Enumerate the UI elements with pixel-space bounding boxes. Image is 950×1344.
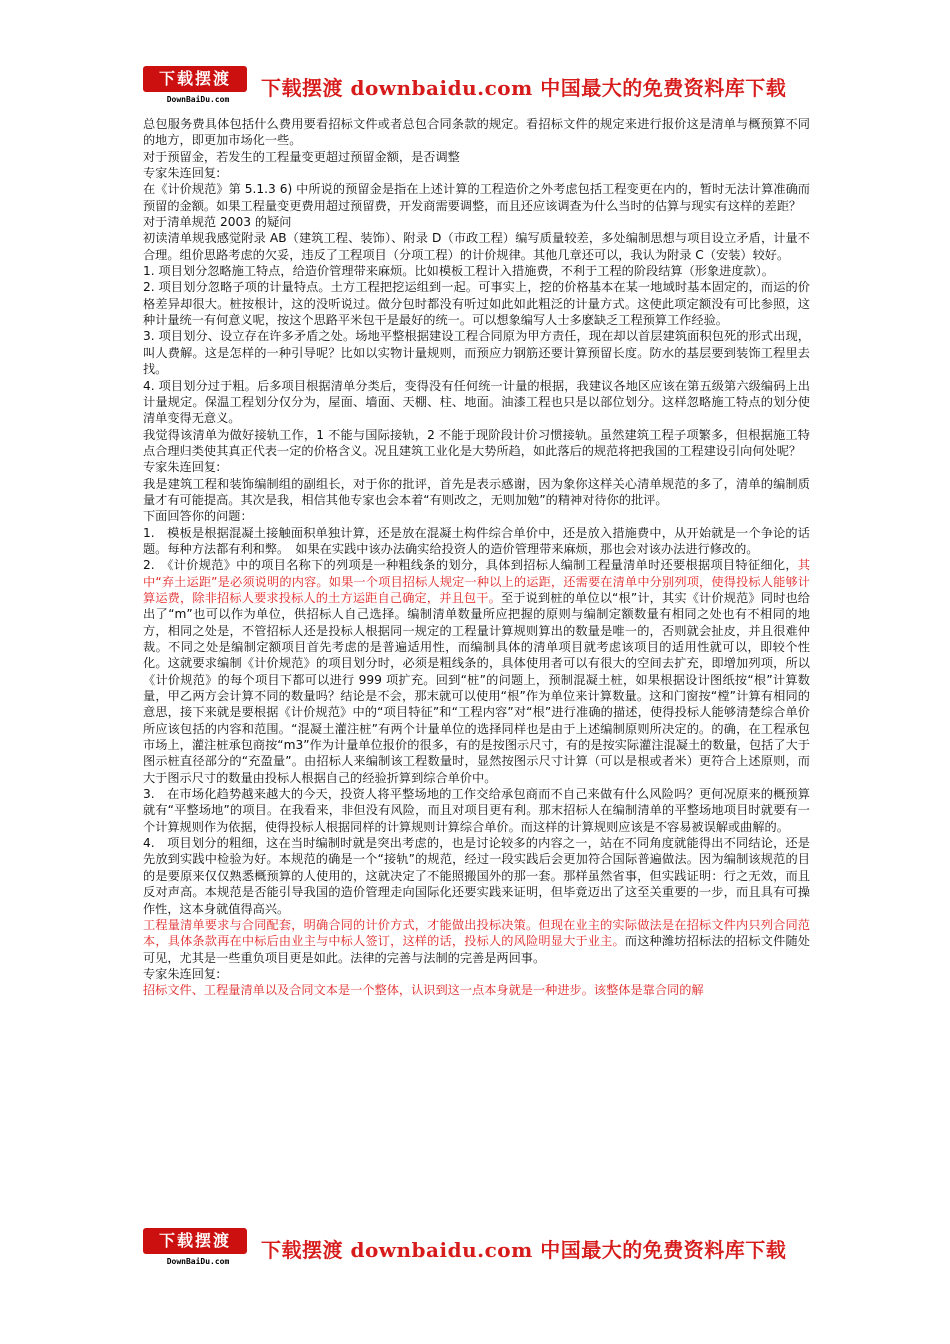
document-body (143, 116, 810, 999)
text-segment: 而这种潍坊招标法的招标文件随处可见，尤其是一些重负项目更是如此。法律的完善与法制的完善是两回事。 (143, 934, 811, 965)
text-segment: 2. 项目划分忽略子项的计量特点。土方工程把挖运组到一起。可事实上，挖的价格基本在某一地域时基本固定的，而运的价格差异却很大。桩按根计，这的没听说过。做分包时都没有听过如此如此粗泛的计量方式。这使此项定额没有可比参照，这种计量统一有何意义呢，按这个思路平米包干是最好的统一。可以想象编写人士多麽缺乏工程预算工作经验。 (143, 280, 810, 328)
paragraph (143, 214, 810, 230)
header-tagline[interactable]: 下载摆渡 downbaidu.com 中国最大的免费资料库下载 (261, 75, 787, 100)
paragraph (143, 557, 810, 786)
paragraph (143, 263, 810, 279)
paragraph (143, 459, 810, 475)
paragraph (143, 427, 810, 460)
site-logo[interactable] (143, 66, 247, 106)
highlighted-text: 其中“弃土运距”是必须说明的内容。如果一个项目招标人规定一种以上的运距，还需要在清单中分别列项，使得投标人能够计算运费，除非招标人要求投标人的土方运距自己确定，并且包干。 (143, 558, 810, 605)
text-segment: 1. 模板是根据混凝土接触面积单独计算，还是放在混凝土构件综合单价中，还是放入措施费中，从开始就是一个争论的话题。每种方法都有利和弊。 如果在实践中该办法确实给投资人的造价管理带来麻烦，那也会对该办法进行修改的。 (143, 525, 810, 556)
paragraph (143, 966, 810, 982)
paragraph (143, 835, 810, 917)
text-segment: 4. 项目划分过于粗。后多项目根据清单分类后，变得没有任何统一计量的根据，我建议各地区应该在第五级第六级编码上出计量规定。保温工程划分仅分为，屋面、墙面、天棚、柱、地面。油漆工程也只是以部位划分。这样忽略施工特点的划分使清单变得无意义。 (143, 378, 810, 426)
paragraph (143, 786, 810, 835)
text-segment: 在《计价规范》第 5.1.3 6) 中所说的预留金是指在上述计算的工程造价之外考虑包括工程变更在内的，暂时无法计算准确而预留的金额。如果工程量变更费用超过预留费，开发商需要调整，而且还应该调查为什么当时的估算与现实有这样的差距？ (143, 182, 810, 213)
text-segment: 1. 项目划分忽略施工特点，给造价管理带来麻烦。比如模板工程计入措施费，不利于工程的阶段结算（形象进度款）。 (143, 264, 774, 279)
site-logo-footer[interactable] (143, 1228, 247, 1268)
logo-badge: 下载摆渡 (143, 66, 247, 92)
paragraph (143, 279, 810, 328)
text-segment: 下面回答你的问题： (143, 509, 253, 524)
paragraph (143, 982, 810, 998)
text-segment: 我是建筑工程和装饰编制组的副组长，对于你的批评，首先是表示感谢，因为象你这样关心清单规范的多了，清单的编制质量才有可能提高。其次是我，相信其他专家也会本着“有则改之，无则加勉”的精神对待你的批评。 (143, 476, 810, 507)
footer-tagline[interactable]: 下载摆渡 downbaidu.com 中国最大的免费资料库下载 (261, 1237, 787, 1262)
text-segment: 专家朱连回复: (143, 460, 221, 475)
paragraph (143, 230, 810, 263)
logo-badge: 下载摆渡 (143, 1228, 247, 1254)
highlighted-text: 工程量清单要求与合同配套，明确合同的计价方式，才能做出投标决策。但现在业主的实际做法是在招标文件内只列合同范本，具体条款再在中标后由业主与中标人签订，这样的话，投标人的风险明显大于业主。 (143, 917, 810, 949)
text-segment: 总包服务费具体包括什么费用要看招标文件或者总包合同条款的规定。看招标文件的规定来进行报价这是清单与概预算不同的地方，即更加市场化一些。 (143, 117, 810, 148)
text-segment: 至于说到桩的单位以“根”计，其实《计价规范》同时也给出了“m”也可以作为单位，供招标人自己选择。编制清单数量所应把握的原则与编制定额数量有相同之处也有不相同的地方，相同之处是，不管招标人还是投标人根据同一规定的工程量计算规则算出的数量是唯一的，否则就会扯皮，并且很难仲裁。不同之处是编制定额项目首先考虑的是普遍适用性，而编制具体的清单项目就考虑该项目的适用性就可以，即较个性化。这就要求编制《计价规范》的项目划分时，必须是粗线条的，具体使用者可以有很大的空间去扩充，即增加列项，所以《计价规范》的每个项目下都可以进行 999 项扩充。回到“桩”的问题上，预制混凝土桩，如果根据设计图纸按“根”计算数量，甲乙两方会计算不同的数量吗？结论是不会，那末就可以使用“根”作为单位来计算数量。这和门窗按“樘”计算有相同的意思，接下来就是要根据《计价规范》中的“项目特征”和“工程内容”对“根”进行准确的描述，使得投标人能够清楚综合单价所应该包括的内容和范围。“混凝土灌注桩”有两个计量单位的选择同样也是由于上述编制原则所决定的。的确，在工程承包市场上，灌注桩承包商按“m3”作为计量单位报价的很多，有的是按图示尺寸，有的是按实际灌注混凝土的数量，包括了大于图示桩直径部分的“充盈量”。由招标人来编制该工程数量时，显然按图示尺寸计算（可以是根或者米）更符合上述原则，而大于图示尺寸的数量由投标人根据自己的经验折算到综合单价中。 (143, 590, 810, 785)
text-segment: 4. 项目划分的粗细，这在当时编制时就是突出考虑的，也是讨论较多的内容之一，站在不同角度就能得出不同结论，还是先放到实践中检验为好。本规范的确是一个“接轨”的规范，经过一段实践后会更加符合国际普遍做法。因为编制该规范的目的是要原来仅仅熟悉概预算的人使用的，这就决定了不能照搬国外的那一套。那样虽然省事，但实践证明：行之无效，而且反对声高。本规范是否能引导我国的造价管理走向国际化还要实践来证明，但毕竟迈出了这至关重要的一步，而且具有可操作性，这本身就值得高兴。 (143, 836, 810, 916)
highlighted-text: 招标文件、工程量清单以及合同文本是一个整体，认识到这一点本身就是一种进步。该整体是靠合同的解 (143, 983, 704, 998)
paragraph (143, 181, 810, 214)
text-segment: 3. 在市场化趋势越来越大的今天，投资人将平整场地的工作交给承包商而不自己来做有什么风险吗？更何况原来的概预算就有“平整场地”的项目。在我看来，非但没有风险，而且对项目更有利。那末招标人在编制清单的平整场地项目时就要有一个计算规则作为依据，使得投标人根据同样的计算规则计算综合单价。而这样的计算规则应该是不容易被误解或曲解的。 (143, 787, 810, 834)
paragraph (143, 508, 810, 524)
paragraph (143, 328, 810, 377)
text-segment: 2. 《计价规范》中的项目名称下的列项是一种粗线条的划分，具体到招标人编制工程量清单时还要根据项目特征细化， (143, 558, 798, 573)
text-segment: 3. 项目划分、设立存在许多矛盾之处。场地平整根据建设工程合同原为甲方责任，现在却以首层建筑面积包死的形式出现，叫人费解。这是怎样的一种引导呢？比如以实物计量规则，而预应力钢筋还要计算预留长度。防水的基层要到装饰工程里去找。 (143, 329, 810, 377)
text-segment: 专家朱连回复: (143, 966, 221, 981)
paragraph (143, 149, 810, 165)
logo-subtitle: DownBaiDu.com (166, 95, 230, 104)
text-segment: 初读清单规我感觉附录 AB（建筑工程、装饰）、附录 D（市政工程）编写质量较差，多处编制思想与项目设立矛盾，计量不合理。组价思路考虑的欠妥，违反了工程项目（分项工程）的计价规律。其他几章还可以，我认为附录 C（安装）较好。 (143, 231, 810, 262)
paragraph (143, 917, 810, 966)
paragraph (143, 116, 810, 149)
footer-banner (143, 1228, 803, 1268)
logo-subtitle: DownBaiDu.com (166, 1257, 230, 1266)
paragraph (143, 378, 810, 427)
paragraph (143, 525, 810, 558)
text-segment: 对于清单规范 2003 的疑问 (143, 215, 292, 230)
text-segment: 对于预留金，若发生的工程量变更超过预留金额，是否调整 (143, 149, 460, 164)
text-segment: 我觉得该清单为做好接轨工作，1 不能与国际接轨，2 不能于现阶段计价习惯接轨。虽然建筑工程子项繁多，但根据施工特点合理归类使其真正代表一定的价格含义。况且建筑工业化是大势所趋，如此落后的规范将把我国的工程建设引向何处呢？ (143, 427, 810, 458)
text-segment: 专家朱连回复: (143, 166, 221, 181)
header-banner (143, 66, 803, 106)
paragraph (143, 476, 810, 509)
paragraph (143, 165, 810, 181)
